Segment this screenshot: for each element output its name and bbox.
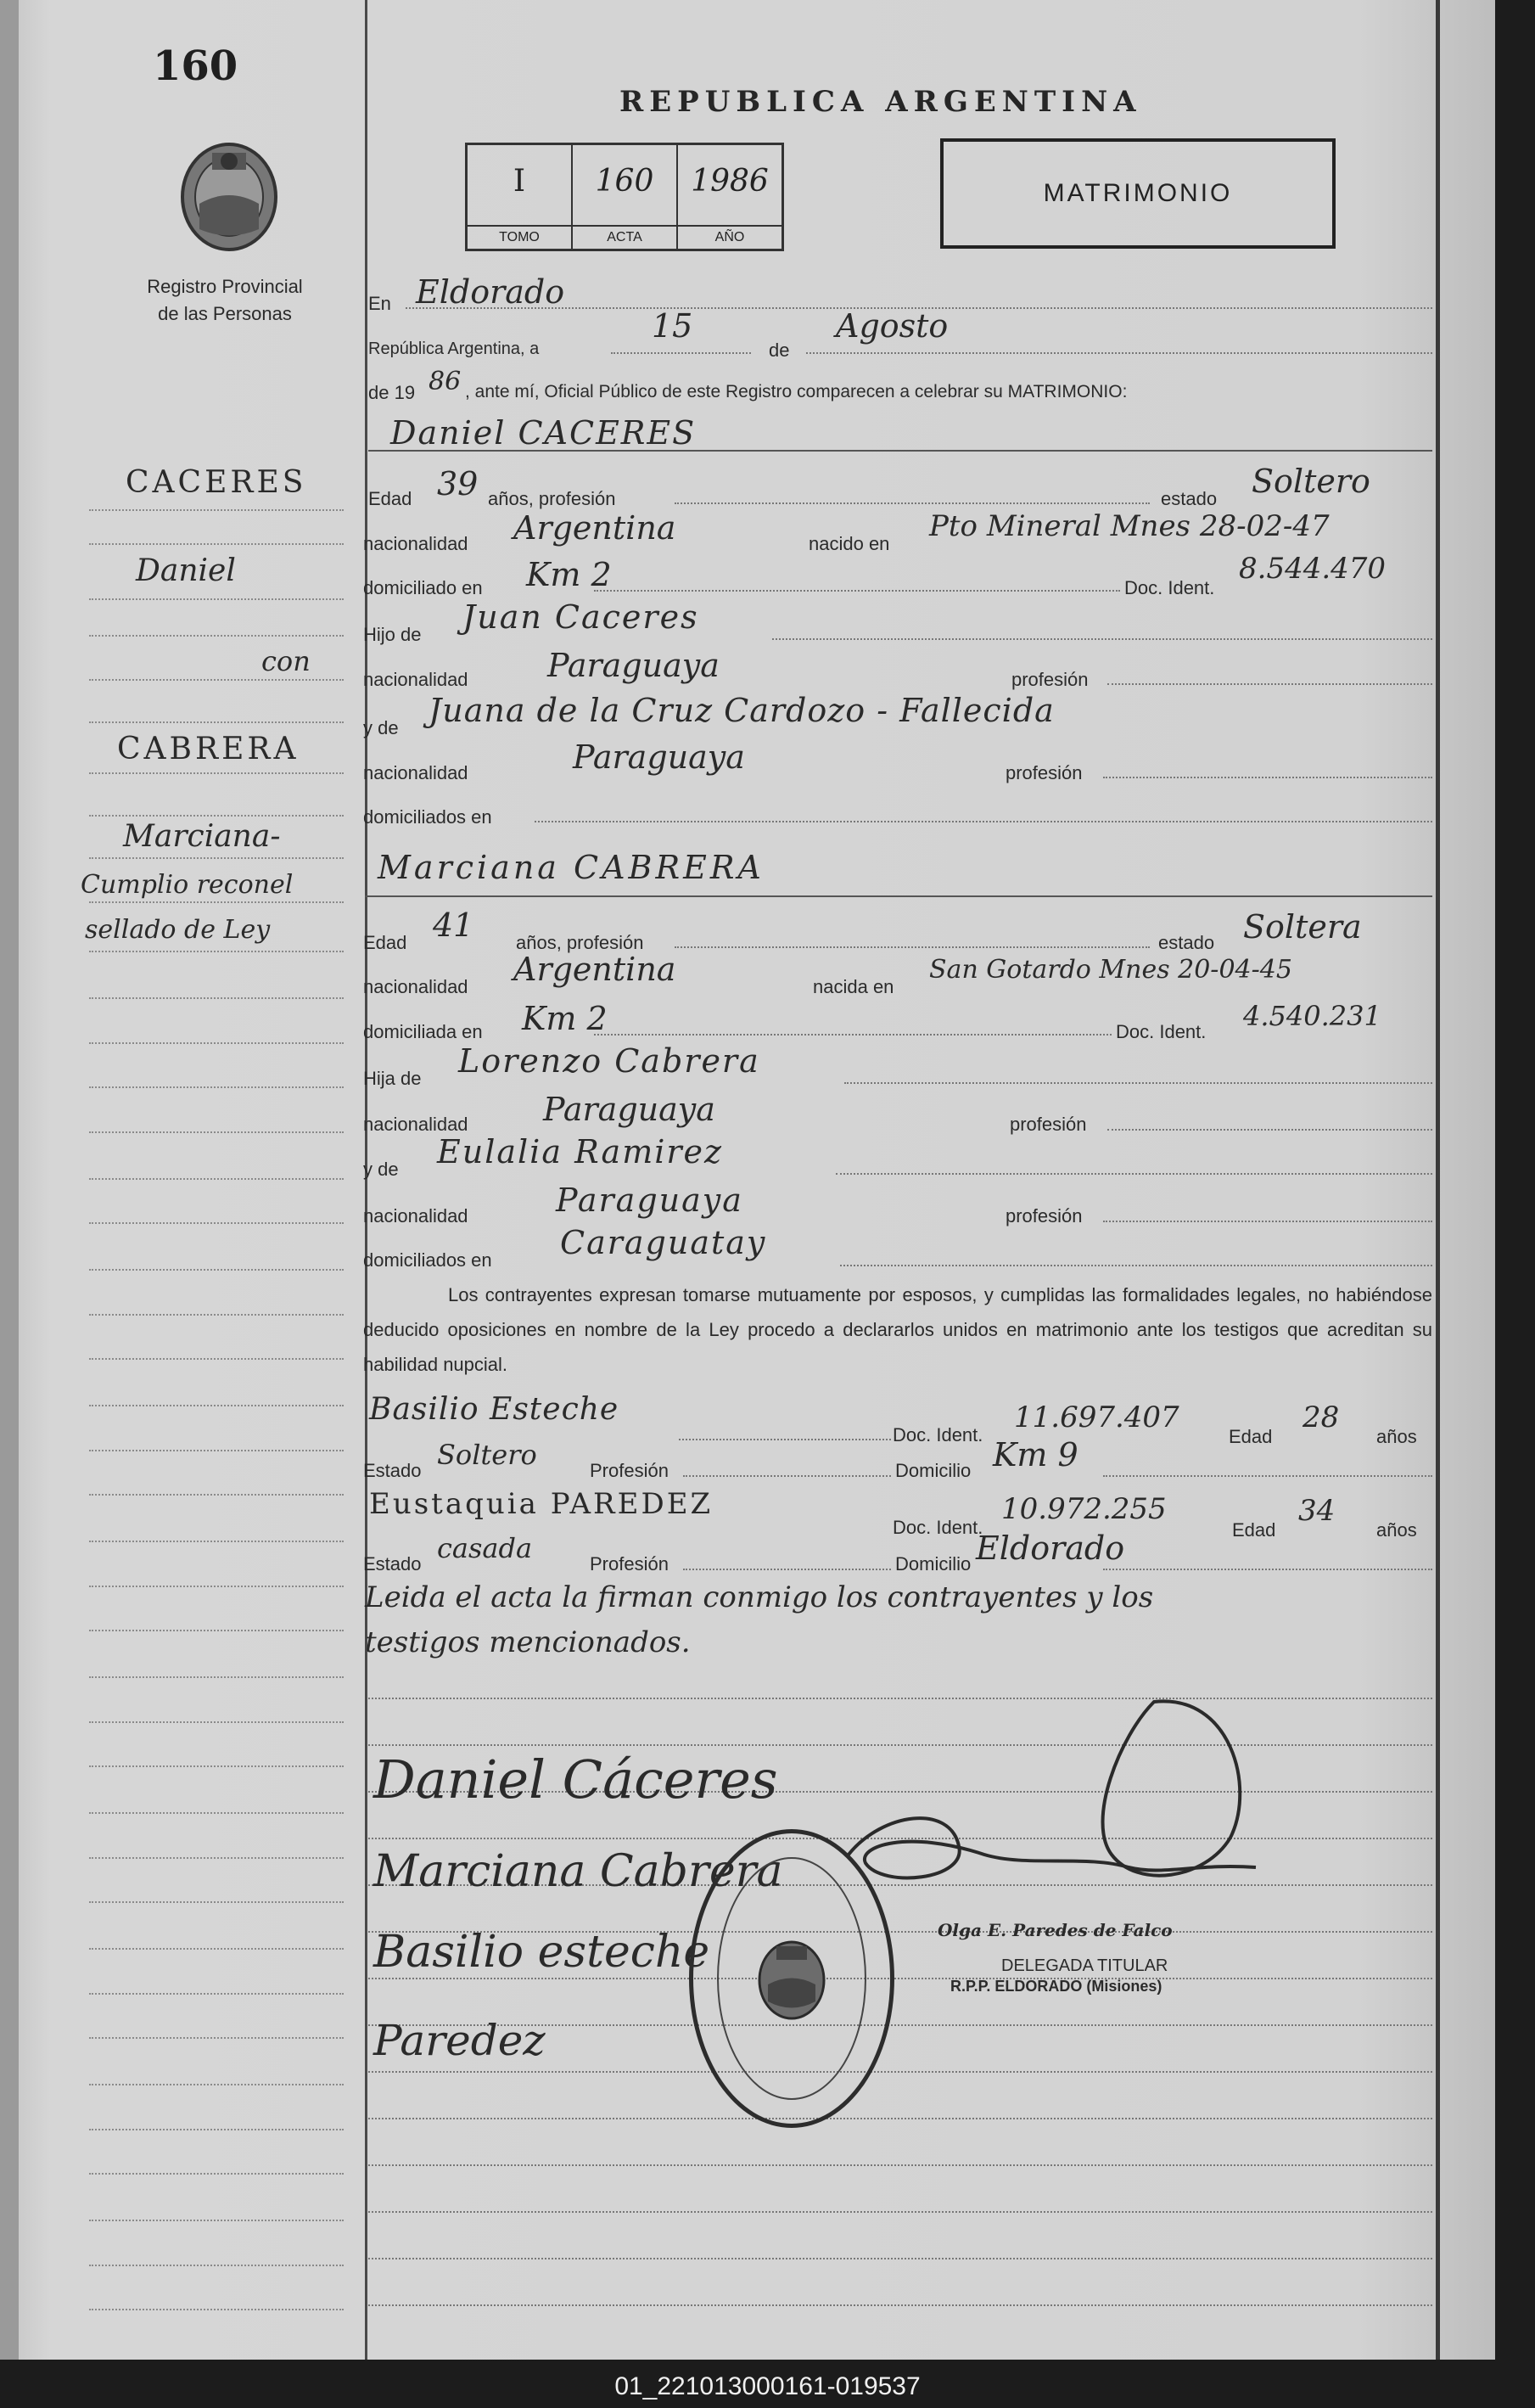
witness2-domicilio: Eldorado [976, 1530, 1125, 1567]
signature-witness2: Paredez [373, 2016, 546, 2065]
stamp-shield-icon [749, 1934, 834, 2023]
closing-note-line2: testigos mencionados. [365, 1625, 691, 1659]
bride-profesion-label: años, profesión [516, 932, 644, 953]
margin-rule [89, 721, 344, 723]
margin-rule [89, 1857, 344, 1859]
witness2-domicilio-label: Domicilio [895, 1553, 972, 1574]
page-number: 160 [153, 42, 238, 90]
ano-value: 1986 [691, 164, 769, 199]
margin-note-line2: sellado de Ley [85, 915, 271, 945]
margin-name2: Marciana- [123, 819, 281, 854]
groom-hijo-label: Hijo de [363, 624, 422, 645]
witness1-doc: 11.697.407 [1014, 1400, 1179, 1434]
groom-mother-nac-label: nacionalidad [363, 762, 468, 783]
margin-rule [89, 635, 344, 637]
bride-father-prof-label: profesión [1010, 1114, 1087, 1135]
registry-line2: de las Personas [158, 303, 292, 324]
tomo-value: I [513, 164, 526, 199]
closing-note-line1: Leida el acta la firman conmigo los contrayentes y los [365, 1580, 1154, 1614]
year-prefix: de 19 [368, 382, 416, 403]
day-value: 15 [652, 307, 693, 345]
witness1-domicilio: Km 9 [993, 1436, 1078, 1473]
margin-rule [89, 1405, 344, 1406]
en-label: En [368, 293, 391, 314]
witness2-doc: 10.972.255 [1001, 1492, 1167, 1526]
margin-rule [89, 509, 344, 511]
official-signature-name: Olga E. Paredes de Falco [938, 1920, 1173, 1940]
margin-surname1: CACERES [126, 465, 307, 500]
bride-estado-label: estado [1158, 932, 1215, 953]
provincial-seal-icon [174, 136, 284, 255]
bride-hija-label: Hija de [363, 1068, 422, 1089]
bride-domiciliados-label: domiciliados en [363, 1249, 492, 1271]
groom-domiciliados-label: domiciliados en [363, 806, 492, 828]
margin-rule [89, 1993, 344, 1995]
bride-father-nac-label: nacionalidad [363, 1114, 468, 1135]
bride-domiciliados: Caraguatay [560, 1224, 767, 1261]
sig-rule [368, 2304, 1432, 2306]
bride-edad-label: Edad [363, 932, 407, 953]
groom-edad: 39 [437, 465, 479, 502]
registry-label [127, 273, 322, 328]
acta-cell [573, 145, 678, 249]
ano-cell [678, 145, 782, 249]
de-label: de [769, 340, 790, 361]
margin-rule [89, 1494, 344, 1496]
bride-dom-label: domiciliada en [363, 1021, 483, 1042]
official-office: R.P.P. ELDORADO (Misiones) [950, 1978, 1162, 1995]
groom-profesion-label: años, profesión [488, 488, 616, 509]
sig-rule [368, 2258, 1432, 2259]
bride-mother-line [836, 1173, 1432, 1175]
bride-nacida-label: nacida en [813, 976, 894, 997]
page-edge [0, 0, 19, 2360]
margin-rule [89, 2265, 344, 2266]
groom-edad-label: Edad [368, 488, 412, 509]
witness1-domicilio-line [1103, 1475, 1432, 1477]
margin-rule [89, 1450, 344, 1451]
month-value: Agosto [836, 307, 949, 345]
sig-rule [368, 2211, 1432, 2213]
bride-nac-label: nacionalidad [363, 976, 468, 997]
sig-rule [368, 2071, 1432, 2073]
witness1-edad-label: Edad [1229, 1426, 1273, 1447]
margin-rule [89, 543, 344, 545]
tomo-label: TOMO [468, 225, 571, 245]
witness2-name: Eustaquia PAREDEZ [369, 1487, 714, 1521]
witness1-domicilio-label: Domicilio [895, 1460, 972, 1481]
groom-dom-label: domiciliado en [363, 577, 483, 598]
witness1-edad: 28 [1303, 1400, 1340, 1434]
witness2-domicilio-line [1103, 1569, 1432, 1570]
bride-mother-prof-label: profesión [1006, 1205, 1083, 1226]
bride-doc-label: Doc. Ident. [1116, 1021, 1207, 1042]
witness1-name: Basilio Esteche [369, 1392, 619, 1427]
official-signature-scribble [832, 1685, 1273, 1906]
margin-rule [89, 2309, 344, 2310]
groom-father-prof-label: profesión [1011, 669, 1089, 690]
margin-rule [89, 857, 344, 859]
margin-rule [89, 598, 344, 600]
margin-rule [89, 997, 344, 999]
bride-mother: Eulalia Ramirez [437, 1133, 724, 1170]
witness2-estado-label: Estado [363, 1553, 422, 1574]
margin-note-line1: Cumplio reconel [81, 870, 294, 900]
witness1-doc-label: Doc. Ident. [893, 1424, 983, 1445]
groom-doc-label: Doc. Ident. [1124, 577, 1215, 598]
groom-dom-line [594, 590, 1120, 592]
tomo-acta-ano-box [465, 143, 784, 251]
witness1-name-line [679, 1439, 891, 1440]
groom-name-line [368, 450, 1432, 452]
margin-rule [89, 815, 344, 817]
bride-doc: 4.540.231 [1243, 1000, 1381, 1032]
witness2-profesion-label: Profesión [590, 1553, 669, 1574]
margin-rule [89, 2173, 344, 2175]
margin-rule [89, 1586, 344, 1587]
margin-rule [89, 1178, 344, 1180]
record-type-box: MATRIMONIO [940, 138, 1336, 249]
groom-mother: Juana de la Cruz Cardozo - Fallecida [429, 692, 1055, 729]
bride-father-line [844, 1082, 1432, 1084]
margin-surname2: CABRERA [117, 732, 300, 766]
bride-father: Lorenzo Cabrera [458, 1042, 760, 1080]
margin-rule [89, 1541, 344, 1542]
margin-rule [89, 1901, 344, 1903]
signature-bride: Marciana Cabrera [373, 1846, 783, 1897]
registry-line1: Registro Provincial [147, 276, 303, 297]
bride-mother-nac: Paraguaya [556, 1182, 743, 1219]
witness2-estado: casada [437, 1532, 533, 1564]
ano-label: AÑO [678, 225, 782, 245]
margin-con: con [261, 645, 311, 677]
day-line [611, 352, 751, 354]
witness2-edad-label: Edad [1232, 1519, 1276, 1541]
groom-mother-prof-line [1103, 777, 1432, 778]
en-value: Eldorado [416, 273, 565, 311]
bride-father-nac: Paraguaya [543, 1091, 715, 1128]
margin-rule [89, 2129, 344, 2130]
groom-nac-label: nacionalidad [363, 533, 468, 554]
margin-rule [89, 2084, 344, 2085]
bride-estado: Soltera [1243, 908, 1362, 946]
margin-rule [89, 1131, 344, 1133]
bride-domiciliados-line [840, 1265, 1432, 1266]
witness2-doc-label: Doc. Ident. [893, 1517, 983, 1538]
witness1-anos-label: años [1376, 1426, 1417, 1447]
margin-rule [89, 1630, 344, 1631]
margin-rule [89, 2220, 344, 2221]
groom-estado: Soltero [1252, 463, 1370, 500]
margin-rule [89, 679, 344, 681]
groom-domiciliados-line [535, 821, 1432, 822]
margin-rule [89, 1086, 344, 1088]
bride-nacida: San Gotardo Mnes 20-04-45 [929, 955, 1292, 985]
margin-rule [89, 1222, 344, 1224]
acta-label: ACTA [573, 225, 676, 245]
groom-nacido-label: nacido en [809, 533, 890, 554]
document-title: REPUBLICA ARGENTINA [619, 85, 1142, 119]
margin-rule [89, 1676, 344, 1678]
groom-father-nac: Paraguaya [547, 647, 720, 684]
bride-edad: 41 [433, 907, 474, 944]
opening-text: , ante mí, Oficial Público de este Registro comparecen a celebrar su MATRIMONIO: [465, 382, 1128, 401]
margin-rule [89, 1358, 344, 1360]
groom-yde-label: y de [363, 717, 399, 738]
official-title: DELEGADA TITULAR [1001, 1956, 1168, 1975]
margin-rule [89, 1948, 344, 1950]
sig-rule [368, 2164, 1432, 2166]
groom-dom: Km 2 [526, 556, 612, 593]
margin-rule [89, 2037, 344, 2039]
bride-dom-line [594, 1034, 1112, 1036]
groom-mother-nac: Paraguaya [573, 738, 745, 776]
year-suffix: 86 [429, 367, 462, 396]
margin-rule [89, 901, 344, 903]
margin-name1: Daniel [136, 553, 236, 588]
witness1-profesion-label: Profesión [590, 1460, 669, 1481]
bride-father-prof-line [1107, 1129, 1432, 1131]
margin-rule [89, 1042, 344, 1044]
margin-rule [89, 1314, 344, 1316]
bride-name: Marciana CABRERA [378, 849, 765, 886]
groom-doc: 8.544.470 [1239, 552, 1387, 586]
footer-id: 01_221013000161-019537 [614, 2372, 921, 2400]
margin-rule [89, 1765, 344, 1767]
bride-nac: Argentina [513, 951, 676, 988]
groom-name: Daniel CACERES [390, 414, 697, 452]
bride-mother-prof-line [1103, 1221, 1432, 1222]
groom-father-line [772, 638, 1432, 640]
witness2-anos-label: años [1376, 1519, 1417, 1541]
groom-father-nac-label: nacionalidad [363, 669, 468, 690]
bride-yde-label: y de [363, 1159, 399, 1180]
groom-nacido: Pto Mineral Mnes 28-02-47 [929, 509, 1330, 543]
sig-rule [368, 1978, 1432, 1979]
witness1-profesion-line [683, 1475, 891, 1477]
witness2-profesion-line [683, 1569, 891, 1570]
witness2-edad: 34 [1298, 1494, 1336, 1528]
declaration-paragraph: Los contrayentes expresan tomarse mutuamente por esposos, y cumplidas las formalidades legales, no habiéndose deducido oposiciones en nombre de la Ley procedo a declararlos unidos en matrimonio ante los testigos que acreditan su habilidad nupcial. [363, 1284, 1432, 1375]
bride-dom: Km 2 [522, 1000, 608, 1037]
month-line [806, 352, 1432, 354]
groom-profesion-line [675, 502, 1150, 504]
acta-value: 160 [595, 164, 654, 199]
groom-mother-prof-label: profesión [1006, 762, 1083, 783]
margin-rule [89, 1269, 344, 1271]
book-binding [1436, 0, 1440, 2360]
margin-rule [89, 1812, 344, 1814]
margin-rule [89, 951, 344, 952]
republica-label: República Argentina, a [368, 340, 540, 358]
bride-name-line [365, 895, 1432, 897]
margin-rule [89, 1721, 344, 1723]
bride-mother-nac-label: nacionalidad [363, 1205, 468, 1226]
witness1-estado-label: Estado [363, 1460, 422, 1481]
groom-nac: Argentina [513, 509, 676, 547]
groom-father: Juan Caceres [462, 598, 699, 636]
groom-father-prof-line [1107, 683, 1432, 685]
margin-rule [89, 772, 344, 774]
official-stamp [689, 1829, 894, 2128]
bride-profesion-line [675, 946, 1150, 948]
groom-estado-label: estado [1161, 488, 1218, 509]
sig-rule [368, 2118, 1432, 2119]
tomo-cell [468, 145, 573, 249]
witness1-estado: Soltero [437, 1439, 537, 1471]
signature-groom: Daniel Cáceres [373, 1748, 778, 1810]
signature-witness1: Basilio esteche [373, 1927, 710, 1978]
